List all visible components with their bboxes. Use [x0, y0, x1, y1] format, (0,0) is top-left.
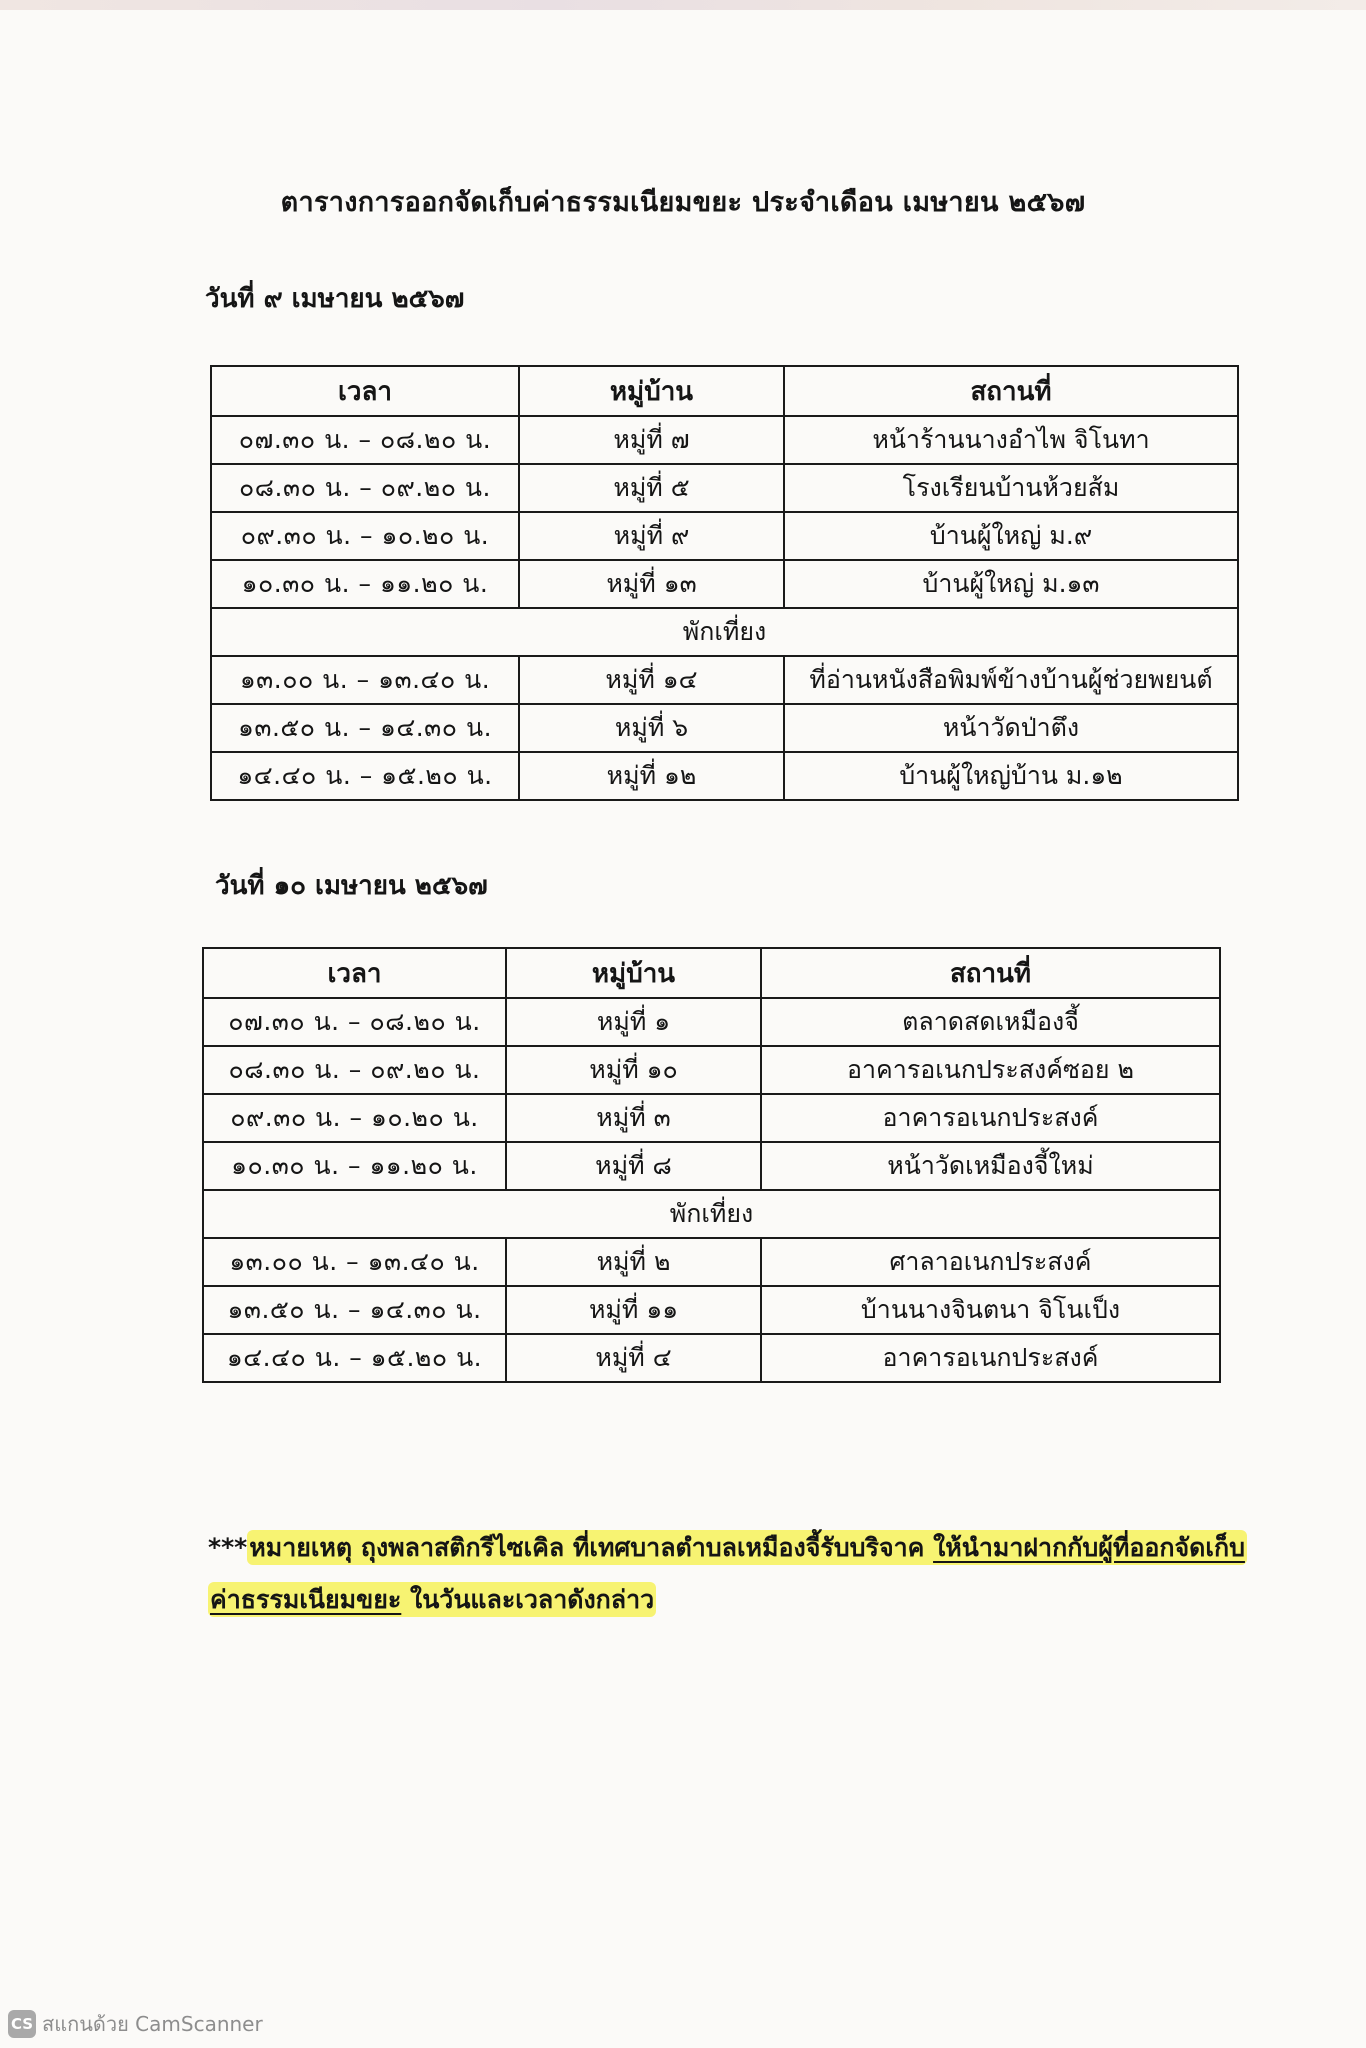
- camscanner-logo-icon: CS: [8, 2010, 36, 2038]
- time-cell: ๑๓.๕๐ น. – ๑๔.๓๐ น.: [211, 704, 519, 752]
- schedule-table-day-1: [210, 365, 1239, 801]
- place-cell: ตลาดสดเหมืองจี้: [761, 998, 1220, 1046]
- camscanner-watermark: [8, 2008, 263, 2040]
- place-cell: อาคารอเนกประสงค์ซอย ๒: [761, 1046, 1220, 1094]
- schedule-table-day-2: [202, 947, 1221, 1383]
- remark-stars: ***: [208, 1533, 248, 1562]
- place-cell: หน้าร้านนางอำไพ จิโนทา: [784, 416, 1238, 464]
- village-cell: หมู่ที่ ๓: [506, 1094, 761, 1142]
- table-row: [211, 416, 1238, 464]
- place-cell: บ้านผู้ใหญ่บ้าน ม.๑๒: [784, 752, 1238, 800]
- place-cell: อาคารอเนกประสงค์: [761, 1094, 1220, 1142]
- table-row: [211, 560, 1238, 608]
- lunch-break-row: [203, 1190, 1220, 1238]
- column-header-village: หมู่บ้าน: [506, 948, 761, 998]
- village-cell: หมู่ที่ ๑๒: [519, 752, 784, 800]
- village-cell: หมู่ที่ ๑: [506, 998, 761, 1046]
- time-cell: ๑๔.๔๐ น. – ๑๕.๒๐ น.: [211, 752, 519, 800]
- village-cell: หมู่ที่ ๑๓: [519, 560, 784, 608]
- village-cell: หมู่ที่ ๔: [506, 1334, 761, 1382]
- village-cell: หมู่ที่ ๖: [519, 704, 784, 752]
- remark-text-part-2-underlined: ให้นำมาฝากกับผู้ที่ออกจัดเก็บค่าธรรมเนียมขยะ: [210, 1533, 1245, 1614]
- time-cell: ๑๓.๐๐ น. – ๑๓.๔๐ น.: [203, 1238, 506, 1286]
- village-cell: หมู่ที่ ๑๑: [506, 1286, 761, 1334]
- place-cell: บ้านผู้ใหญ่ ม.๙: [784, 512, 1238, 560]
- lunch-break-cell: พักเที่ยง: [203, 1190, 1220, 1238]
- watermark-text: สแกนด้วย CamScanner: [42, 2012, 263, 2036]
- time-cell: ๑๓.๐๐ น. – ๑๓.๔๐ น.: [211, 656, 519, 704]
- table-row: [203, 998, 1220, 1046]
- day-1-heading: วันที่ ๙ เมษายน ๒๕๖๗: [205, 284, 465, 314]
- village-cell: หมู่ที่ ๑๐: [506, 1046, 761, 1094]
- place-cell: บ้านนางจินตนา จิโนเป็ง: [761, 1286, 1220, 1334]
- village-cell: หมู่ที่ ๕: [519, 464, 784, 512]
- village-cell: หมู่ที่ ๙: [519, 512, 784, 560]
- table-row: [203, 1286, 1220, 1334]
- table-row: [203, 1238, 1220, 1286]
- village-cell: หมู่ที่ ๘: [506, 1142, 761, 1190]
- table-row: [203, 1142, 1220, 1190]
- place-cell: หน้าวัดเหมืองจี้ใหม่: [761, 1142, 1220, 1190]
- lunch-break-row: [211, 608, 1238, 656]
- remark-text-part-1: หมายเหตุ ถุงพลาสติกรีไซเคิล ที่เทศบาลตำบลเหมืองจี้รับบริจาค: [249, 1533, 934, 1562]
- time-cell: ๐๙.๓๐ น. – ๑๐.๒๐ น.: [211, 512, 519, 560]
- time-cell: ๑๐.๓๐ น. – ๑๑.๒๐ น.: [211, 560, 519, 608]
- column-header-time: เวลา: [211, 366, 519, 416]
- time-cell: ๐๙.๓๐ น. – ๑๐.๒๐ น.: [203, 1094, 506, 1142]
- place-cell: โรงเรียนบ้านห้วยส้ม: [784, 464, 1238, 512]
- remark-highlight: [208, 1530, 1247, 1617]
- table-row: [203, 1094, 1220, 1142]
- village-cell: หมู่ที่ ๒: [506, 1238, 761, 1286]
- column-header-village: หมู่บ้าน: [519, 366, 784, 416]
- column-header-place: สถานที่: [761, 948, 1220, 998]
- table-row: [211, 656, 1238, 704]
- time-cell: ๐๘.๓๐ น. – ๐๙.๒๐ น.: [211, 464, 519, 512]
- place-cell: บ้านผู้ใหญ่ ม.๑๓: [784, 560, 1238, 608]
- document-title: ตารางการออกจัดเก็บค่าธรรมเนียมขยะ ประจำเดือน เมษายน ๒๕๖๗: [280, 187, 1086, 218]
- village-cell: หมู่ที่ ๑๔: [519, 656, 784, 704]
- table-row: [211, 464, 1238, 512]
- table-header-row: [203, 948, 1220, 998]
- time-cell: ๐๗.๓๐ น. – ๐๘.๒๐ น.: [203, 998, 506, 1046]
- scan-edge: [0, 0, 1366, 10]
- column-header-place: สถานที่: [784, 366, 1238, 416]
- place-cell: อาคารอเนกประสงค์: [761, 1334, 1220, 1382]
- time-cell: ๐๘.๓๐ น. – ๐๙.๒๐ น.: [203, 1046, 506, 1094]
- table-row: [203, 1046, 1220, 1094]
- village-cell: หมู่ที่ ๗: [519, 416, 784, 464]
- place-cell: ศาลาอเนกประสงค์: [761, 1238, 1220, 1286]
- time-cell: ๐๗.๓๐ น. – ๐๘.๒๐ น.: [211, 416, 519, 464]
- time-cell: ๑๔.๔๐ น. – ๑๕.๒๐ น.: [203, 1334, 506, 1382]
- table-row: [211, 512, 1238, 560]
- place-cell: หน้าวัดป่าตึง: [784, 704, 1238, 752]
- table-header-row: [211, 366, 1238, 416]
- day-2-heading: วันที่ ๑๐ เมษายน ๒๕๖๗: [215, 871, 488, 901]
- place-cell: ที่อ่านหนังสือพิมพ์ข้างบ้านผู้ช่วยพยนต์: [784, 656, 1238, 704]
- column-header-time: เวลา: [203, 948, 506, 998]
- table-row: [203, 1334, 1220, 1382]
- table-row: [211, 752, 1238, 800]
- time-cell: ๑๐.๓๐ น. – ๑๑.๒๐ น.: [203, 1142, 506, 1190]
- table-row: [211, 704, 1238, 752]
- time-cell: ๑๓.๕๐ น. – ๑๔.๓๐ น.: [203, 1286, 506, 1334]
- lunch-break-cell: พักเที่ยง: [211, 608, 1238, 656]
- remark-text-part-3: ในวันและเวลาดังกล่าว: [401, 1585, 655, 1614]
- remark-note: [208, 1522, 1248, 1626]
